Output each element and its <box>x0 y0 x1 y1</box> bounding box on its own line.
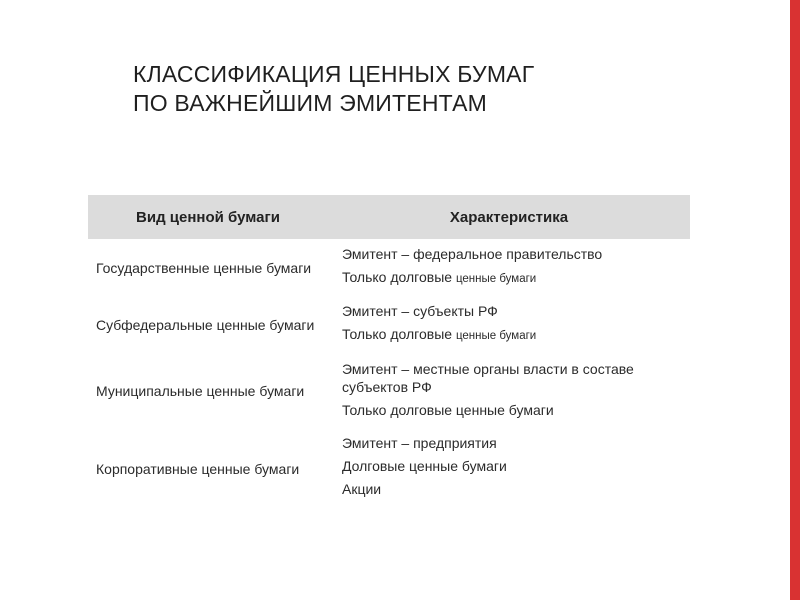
desc-line: Эмитент – федеральное правительство <box>342 246 603 262</box>
title-line-1: КЛАССИФИКАЦИЯ ЦЕННЫХ БУМАГ <box>133 61 535 87</box>
desc-text-small: ценные бумаги <box>455 330 537 342</box>
row-category: Субфедеральные ценные бумаги <box>96 317 315 333</box>
desc-line: Эмитент – субъекты РФ <box>342 303 498 319</box>
table-row <box>88 296 690 354</box>
desc-line: Долговые ценные бумаги <box>342 458 507 474</box>
row-category: Корпоративные ценные бумаги <box>96 461 300 477</box>
row-category: Муниципальные ценные бумаги <box>96 383 305 399</box>
header-type: Вид ценной бумаги <box>88 195 328 239</box>
desc-line: Только долговые ценные бумаги <box>342 402 554 418</box>
row-category: Государственные ценные бумаги <box>96 259 312 276</box>
row-description <box>328 354 690 428</box>
desc-line: Эмитент – предприятия <box>342 435 497 451</box>
table-header-row <box>88 195 690 239</box>
desc-text-small: ценные бумаги <box>455 273 537 285</box>
classification-table <box>88 195 690 510</box>
row-description <box>328 428 690 510</box>
accent-bar <box>790 0 800 600</box>
table-row <box>88 239 690 296</box>
row-description <box>328 296 690 354</box>
table-row <box>88 354 690 428</box>
header-characteristic: Характеристика <box>328 195 690 239</box>
desc-line <box>342 268 682 288</box>
desc-line: Эмитент – местные органы власти в составе субъектов РФ <box>342 361 634 395</box>
row-description <box>328 239 690 296</box>
table-row <box>88 428 690 510</box>
title-line-2: ПО ВАЖНЕЙШИМ ЭМИТЕНТАМ <box>133 90 488 116</box>
desc-text: Только долговые <box>342 269 456 285</box>
desc-line: Акции <box>342 481 382 497</box>
desc-text: Только долговые <box>342 326 456 342</box>
slide-title <box>133 60 693 118</box>
desc-line <box>342 325 682 345</box>
